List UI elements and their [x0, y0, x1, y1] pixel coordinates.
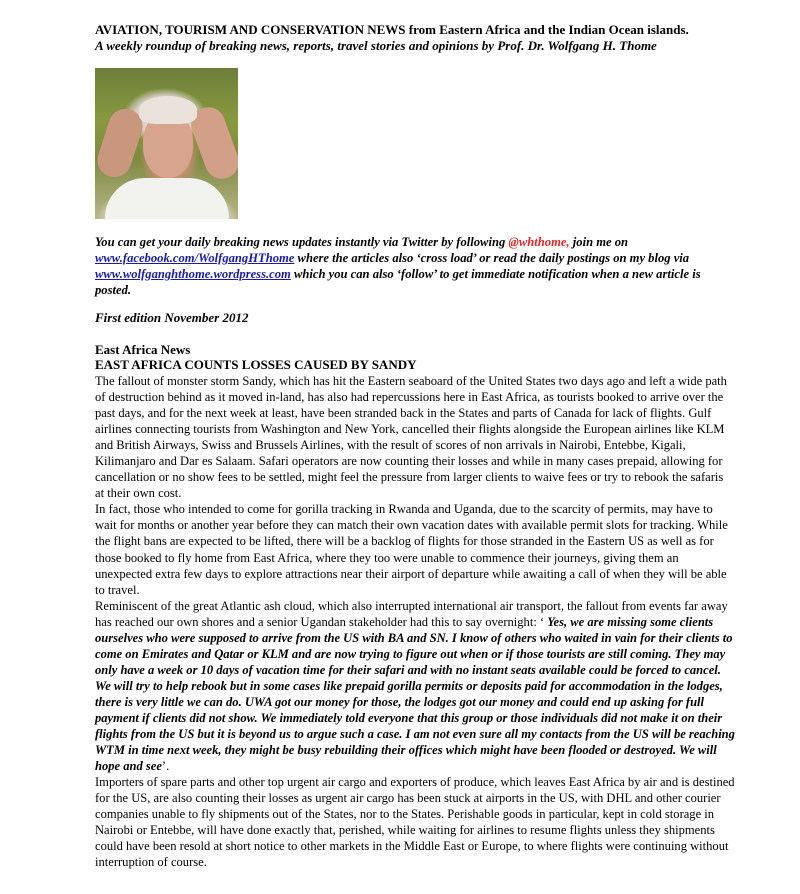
article-paragraph-2: In fact, those who intended to come for gorilla tracking in Rwanda and Uganda, due to the scarcity of permits, may have to wait for months or another year before they can match their own vacation dates with available permit slots for tracking. While the flight bans are expected to be lifted, there will be a backlog of flights for those stranded in the Eastern US as well as for those booked to fly home from East Africa, where they too were unable to commence their journeys, giving them an unexpected extra few days to explore attractions near their airport of departure while awaiting a call of when they will be able to travel. — [95, 502, 728, 597]
twitter-handle[interactable]: @whthome, — [508, 235, 570, 249]
article-paragraph-3 — [95, 598, 735, 775]
blog-link[interactable]: www.wolfganghthome.wordpress.com — [95, 267, 291, 281]
facebook-link[interactable]: www.facebook.com/WolfgangHThome — [95, 251, 295, 265]
article-paragraph-1: The fallout of monster storm Sandy, which has hit the Eastern seaboard of the United States two days ago and left a wide path of destruction behind as it moved in-land, has also had repercussions here in East Africa, as tourists booked to arrive over the past days, and for the next week at least, have been stranded back in the States and parts of Canada for lack of flights. Gulf airlines connecting tourists from Washington and New York, cancelled their flights alongside the European airlines like KLM and British Airways, Swiss and Brussels Airlines, with the result of scores of non arrivals in Nairobi, Entebbe, Kigali, Kilimanjaro and Dar es Salaam. Safari operators are now counting their losses and while in many cases prepaid, allowing for cancellation or no show fees to be settled, might feel the pressure from larger clients to waive fees or try to rebook the safaris at their own cost. — [95, 374, 727, 501]
intro-text-1: You can get your daily breaking news updates instantly via Twitter by following — [95, 235, 509, 249]
article-body — [95, 373, 735, 870]
article-paragraph-4: Importers of spare parts and other top urgent air cargo and exporters of produce, which leaves East Africa by air and is destined for the US, are also counting their losses as urgent air cargo has been stuck at airports in the US, with DHL and other courier companies unable to fly shipments out of the States, nor to the States. Perishable goods in particular, kept in cold storage in Nairobi or Entebbe, will have done exactly that, perished, while waiting for airlines to resume flights unless they shipments could have been resold at short notice to other markets in the Middle East or Europe, to where flights were continuing without interruption of course. — [95, 775, 735, 870]
quote-lead: Reminiscent of the great Atlantic ash cloud, which also interrupted international air transport, the fallout from events far away has reached our own shores and a senior Ugandan stakeholder had this to say overnight: ‘ — [95, 598, 728, 629]
quote-tail: ’. — [161, 759, 170, 774]
newsletter-subtitle: A weekly roundup of breaking news, reports, travel stories and opinions by Prof. Dr. Wolfgang H. Thome — [95, 38, 657, 53]
section-heading: East Africa News — [95, 342, 191, 357]
photo-shirt — [105, 178, 229, 219]
intro-text-3: where the articles also ‘cross load’ or read the daily postings on my blog via — [294, 251, 690, 265]
newsletter-title: AVIATION, TOURISM AND CONSERVATION NEWS from Eastern Africa and the Indian Ocean islands. — [95, 22, 689, 37]
subscription-intro — [95, 234, 735, 298]
stakeholder-quote: Yes, we are missing some clients ourselves who were supposed to arrive from the US with BA and SN. I know of others who waited in vain for their clients to come on Emirates and Qatar or KLM and are now trying to figure out when or if those tourists are still coming. They may only have a week or 10 days of vacation time for their safari and with no instant seats available could be forced to cancel. We will try to help rebook but in some cases like prepaid gorilla permits or deposits paid for accommodation in the lodges, there is very little we can do. UWA got our money for those, the lodges got our money and could end up asking for full payment if clients did not show. We immediately told everyone that this group or those individuals did not make it on their flights from the US but it is beyond us to argue such a case. I am not even sure all my contacts from the US will be reaching WTM in time next week, they might be busy rebuilding their offices which might have been flooded or destroyed. We will hope and see — [95, 614, 735, 774]
intro-text-4: which you can also ‘follow’ to get immediate notification when a new article is posted. — [95, 267, 701, 297]
article-headline: EAST AFRICA COUNTS LOSSES CAUSED BY SANDY — [95, 357, 417, 372]
intro-text-2: join me on — [569, 235, 629, 249]
photo-hair — [139, 96, 197, 124]
author-photo — [95, 68, 238, 219]
edition-label: First edition November 2012 — [95, 310, 249, 325]
newsletter-page — [95, 22, 735, 870]
